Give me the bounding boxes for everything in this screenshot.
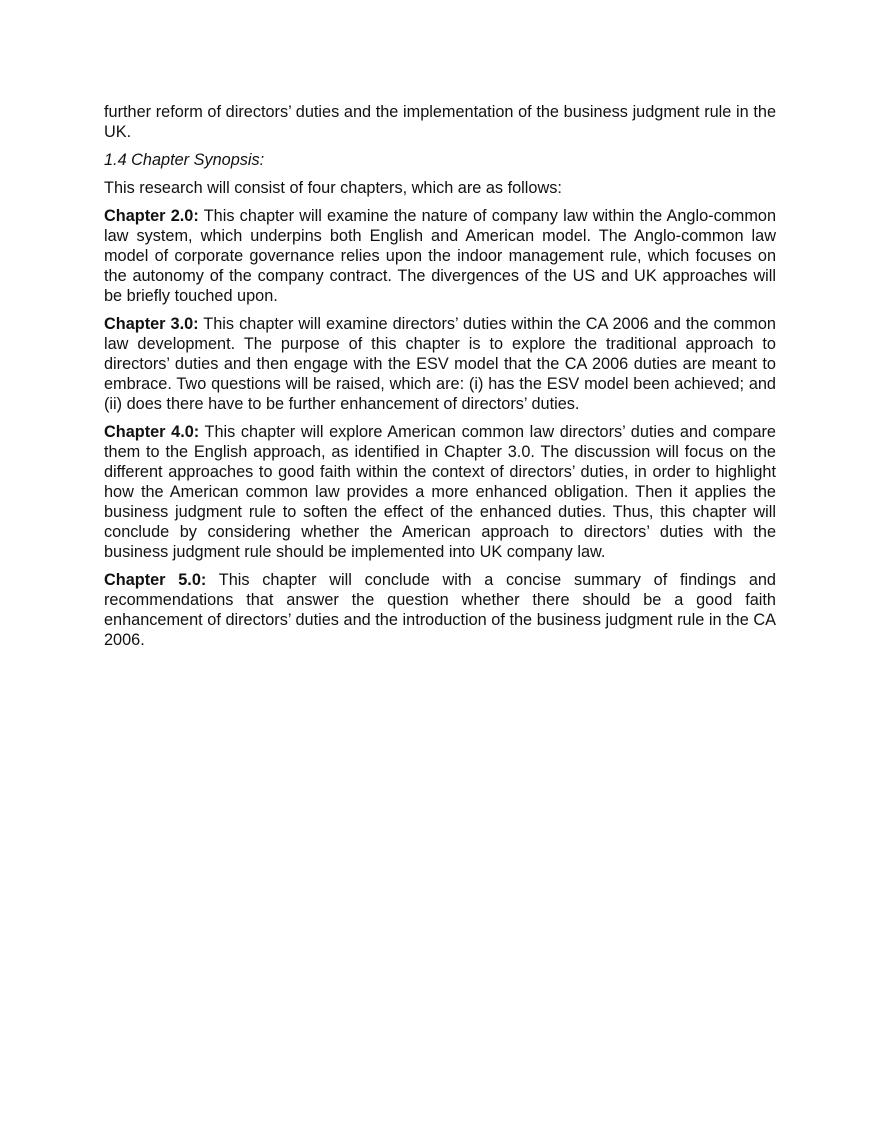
chapter-2-paragraph [104,206,776,306]
lead-in-text: This research will consist of four chapters, which are as follows: [104,179,562,197]
section-heading: 1.4 Chapter Synopsis: [104,151,265,169]
document-page [104,102,776,658]
chapter-2-text: This chapter will examine the nature of company law within the Anglo-common law system, which underpins both English and American model. The Anglo-common law model of corporate governance relies upon the indoor management rule, which focuses on the autonomy of the company contract. The divergences of the US and UK approaches will be briefly touched upon. [104,207,776,305]
chapter-4-text: This chapter will explore American common law directors’ duties and compare them to the English approach, as identified in Chapter 3.0. The discussion will focus on the different approaches to good faith within the context of directors’ duties, in order to highlight how the American common law provides a more enhanced obligation. Then it applies the business judgment rule to soften the effect of the enhanced duties. Thus, this chapter will conclude by considering whether the American approach to directors’ duties with the business judgment rule should be implemented into UK company law. [104,423,776,561]
chapter-4-label: Chapter 4.0: [104,423,200,441]
chapter-5-paragraph [104,570,776,650]
chapter-5-label: Chapter 5.0: [104,571,207,589]
chapter-5-text: This chapter will conclude with a concise summary of findings and recommendations that answer the question whether there should be a good faith enhancement of directors’ duties and the introduction of the business judgment rule in the CA 2006. [104,571,776,649]
chapter-3-text: This chapter will examine directors’ duties within the CA 2006 and the common law development. The purpose of this chapter is to explore the traditional approach to directors’ duties and then engage with the ESV model that the CA 2006 duties are meant to embrace. Two questions will be raised, which are: (i) has the ESV model been achieved; and (ii) does there have to be further enhancement of directors’ duties. [104,315,776,413]
chapter-2-label: Chapter 2.0: [104,207,199,225]
chapter-3-paragraph [104,314,776,414]
chapter-4-paragraph [104,422,776,562]
chapter-3-label: Chapter 3.0: [104,315,199,333]
intro-continuation: further reform of directors’ duties and the implementation of the business judgment rule in the UK. [104,103,776,141]
